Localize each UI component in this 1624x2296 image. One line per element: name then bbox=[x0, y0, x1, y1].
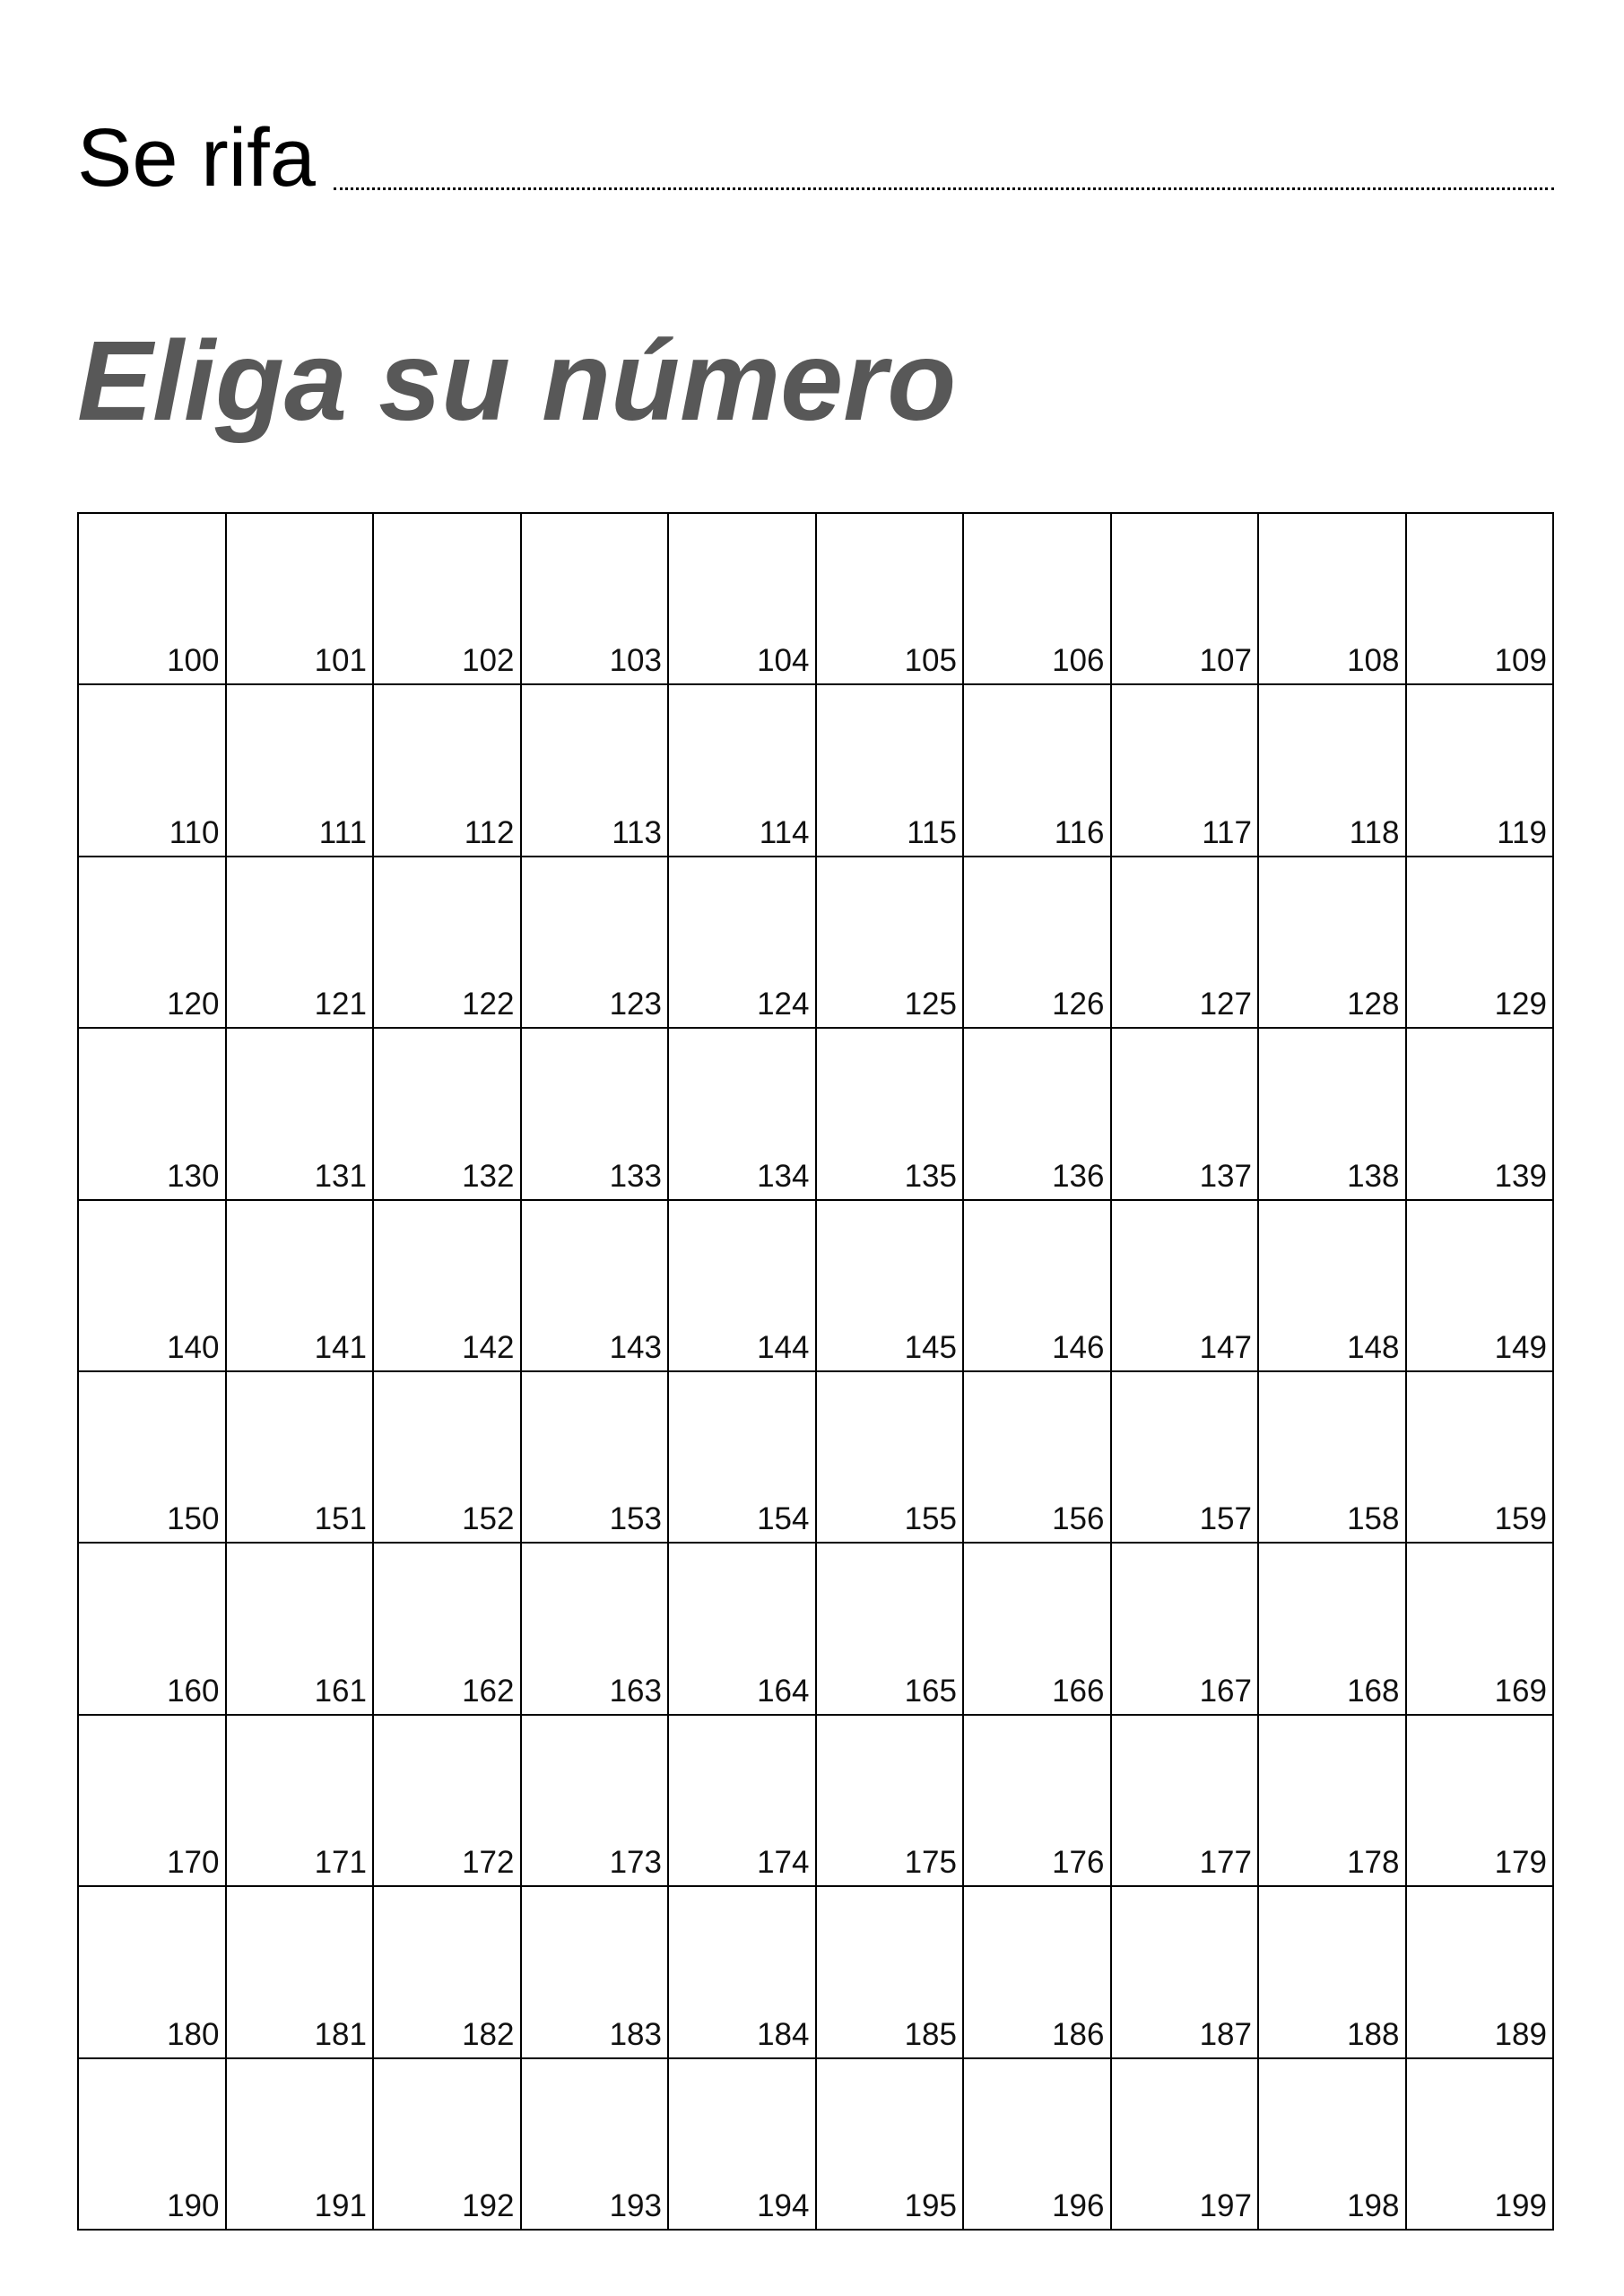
number-cell[interactable] bbox=[1112, 857, 1260, 1029]
number-cell[interactable] bbox=[817, 1201, 965, 1372]
cell-number-label: 181 bbox=[314, 2016, 367, 2052]
cell-number-label: 105 bbox=[904, 643, 957, 679]
number-cell[interactable] bbox=[79, 1716, 227, 1887]
cell-number-label: 149 bbox=[1494, 1329, 1547, 1365]
cell-number-label: 195 bbox=[904, 2187, 957, 2223]
number-cell[interactable] bbox=[1112, 1201, 1260, 1372]
cell-number-label: 184 bbox=[757, 2016, 810, 2052]
cell-number-label: 172 bbox=[462, 1845, 515, 1881]
number-cell[interactable] bbox=[227, 2059, 375, 2231]
number-cell[interactable] bbox=[374, 2059, 522, 2231]
cell-number-label: 139 bbox=[1494, 1158, 1547, 1194]
cell-number-label: 161 bbox=[314, 1673, 367, 1709]
cell-number-label: 183 bbox=[609, 2016, 662, 2052]
number-cell[interactable] bbox=[1112, 1372, 1260, 1544]
number-cell[interactable] bbox=[522, 1201, 670, 1372]
raffle-header bbox=[77, 106, 1554, 204]
cell-number-label: 150 bbox=[167, 1501, 220, 1537]
number-cell[interactable] bbox=[1407, 857, 1555, 1029]
cell-number-label: 166 bbox=[1052, 1673, 1105, 1709]
number-cell[interactable] bbox=[964, 2059, 1112, 2231]
cell-number-label: 111 bbox=[318, 814, 367, 850]
cell-number-label: 190 bbox=[167, 2187, 220, 2223]
number-cell[interactable] bbox=[79, 514, 227, 685]
number-cell[interactable] bbox=[964, 1544, 1112, 1715]
cell-number-label: 154 bbox=[757, 1501, 810, 1537]
cell-number-label: 185 bbox=[904, 2016, 957, 2052]
number-cell[interactable] bbox=[374, 685, 522, 857]
number-cell[interactable] bbox=[522, 857, 670, 1029]
number-cell[interactable] bbox=[964, 1201, 1112, 1372]
cell-number-label: 142 bbox=[462, 1329, 515, 1365]
number-cell[interactable] bbox=[1259, 1887, 1407, 2058]
cell-number-label: 114 bbox=[759, 814, 810, 850]
number-cell[interactable] bbox=[522, 1029, 670, 1200]
number-cell[interactable] bbox=[817, 1887, 965, 2058]
number-cell[interactable] bbox=[79, 1029, 227, 1200]
number-cell[interactable] bbox=[227, 1887, 375, 2058]
cell-number-label: 121 bbox=[314, 987, 367, 1022]
cell-number-label: 129 bbox=[1494, 987, 1547, 1022]
number-cell[interactable] bbox=[374, 857, 522, 1029]
number-cell[interactable] bbox=[1407, 1716, 1555, 1887]
number-cell[interactable] bbox=[79, 1372, 227, 1544]
number-cell[interactable] bbox=[79, 685, 227, 857]
cell-number-label: 120 bbox=[167, 987, 220, 1022]
number-cell[interactable] bbox=[817, 685, 965, 857]
number-cell[interactable] bbox=[1407, 685, 1555, 857]
cell-number-label: 157 bbox=[1199, 1501, 1252, 1537]
cell-number-label: 177 bbox=[1199, 1845, 1252, 1881]
cell-number-label: 152 bbox=[462, 1501, 515, 1537]
cell-number-label: 193 bbox=[609, 2187, 662, 2223]
number-cell[interactable] bbox=[374, 1029, 522, 1200]
number-cell[interactable] bbox=[1112, 1544, 1260, 1715]
number-cell[interactable] bbox=[964, 1372, 1112, 1544]
cell-number-label: 169 bbox=[1494, 1673, 1547, 1709]
cell-number-label: 106 bbox=[1052, 643, 1105, 679]
cell-number-label: 155 bbox=[904, 1501, 957, 1537]
cell-number-label: 136 bbox=[1052, 1158, 1105, 1194]
number-cell[interactable] bbox=[227, 1372, 375, 1544]
number-cell[interactable] bbox=[1259, 1201, 1407, 1372]
cell-number-label: 162 bbox=[462, 1673, 515, 1709]
number-cell[interactable] bbox=[522, 2059, 670, 2231]
cell-number-label: 117 bbox=[1202, 814, 1252, 850]
number-cell[interactable] bbox=[964, 685, 1112, 857]
cell-number-label: 164 bbox=[757, 1673, 810, 1709]
cell-number-label: 110 bbox=[169, 814, 220, 850]
cell-number-label: 170 bbox=[167, 1845, 220, 1881]
number-cell[interactable] bbox=[964, 1029, 1112, 1200]
number-cell[interactable] bbox=[1259, 1029, 1407, 1200]
cell-number-label: 178 bbox=[1347, 1845, 1400, 1881]
page-title: Eliga su número bbox=[77, 317, 957, 444]
number-cell[interactable] bbox=[1112, 1716, 1260, 1887]
cell-number-label: 100 bbox=[167, 643, 220, 679]
cell-number-label: 189 bbox=[1494, 2016, 1547, 2052]
cell-number-label: 134 bbox=[757, 1158, 810, 1194]
cell-number-label: 123 bbox=[609, 987, 662, 1022]
number-cell[interactable] bbox=[79, 857, 227, 1029]
cell-number-label: 191 bbox=[314, 2187, 367, 2223]
number-cell[interactable] bbox=[817, 1372, 965, 1544]
cell-number-label: 101 bbox=[314, 643, 367, 679]
number-cell[interactable] bbox=[1259, 1716, 1407, 1887]
number-cell[interactable] bbox=[669, 2059, 817, 2231]
number-cell[interactable] bbox=[817, 1544, 965, 1715]
number-cell[interactable] bbox=[522, 1716, 670, 1887]
cell-number-label: 131 bbox=[314, 1158, 367, 1194]
cell-number-label: 196 bbox=[1052, 2187, 1105, 2223]
cell-number-label: 175 bbox=[904, 1845, 957, 1881]
number-cell[interactable] bbox=[669, 857, 817, 1029]
cell-number-label: 102 bbox=[462, 643, 515, 679]
number-cell[interactable] bbox=[1259, 1372, 1407, 1544]
cell-number-label: 125 bbox=[904, 987, 957, 1022]
cell-number-label: 119 bbox=[1497, 814, 1547, 850]
number-cell[interactable] bbox=[817, 514, 965, 685]
cell-number-label: 167 bbox=[1199, 1673, 1252, 1709]
number-cell[interactable] bbox=[669, 685, 817, 857]
number-cell[interactable] bbox=[522, 685, 670, 857]
cell-number-label: 109 bbox=[1494, 643, 1547, 679]
number-cell[interactable] bbox=[522, 1887, 670, 2058]
number-cell[interactable] bbox=[227, 1544, 375, 1715]
cell-number-label: 147 bbox=[1199, 1329, 1252, 1365]
cell-number-label: 112 bbox=[464, 814, 515, 850]
number-cell[interactable] bbox=[227, 857, 375, 1029]
cell-number-label: 194 bbox=[757, 2187, 810, 2223]
cell-number-label: 176 bbox=[1052, 1845, 1105, 1881]
cell-number-label: 108 bbox=[1347, 643, 1400, 679]
number-cell[interactable] bbox=[1259, 857, 1407, 1029]
cell-number-label: 132 bbox=[462, 1158, 515, 1194]
cell-number-label: 122 bbox=[462, 987, 515, 1022]
number-cell[interactable] bbox=[227, 1029, 375, 1200]
number-cell[interactable] bbox=[374, 1887, 522, 2058]
number-cell[interactable] bbox=[1407, 1201, 1555, 1372]
number-cell[interactable] bbox=[79, 1201, 227, 1372]
cell-number-label: 160 bbox=[167, 1673, 220, 1709]
number-cell[interactable] bbox=[374, 1201, 522, 1372]
cell-number-label: 128 bbox=[1347, 987, 1400, 1022]
cell-number-label: 144 bbox=[757, 1329, 810, 1365]
number-cell[interactable] bbox=[522, 1544, 670, 1715]
number-cell[interactable] bbox=[1259, 2059, 1407, 2231]
cell-number-label: 116 bbox=[1054, 814, 1105, 850]
number-cell[interactable] bbox=[817, 857, 965, 1029]
cell-number-label: 124 bbox=[757, 987, 810, 1022]
cell-number-label: 115 bbox=[907, 814, 957, 850]
number-cell[interactable] bbox=[1407, 1544, 1555, 1715]
number-cell[interactable] bbox=[79, 1544, 227, 1715]
number-cell[interactable] bbox=[1112, 1029, 1260, 1200]
cell-number-label: 118 bbox=[1349, 814, 1400, 850]
cell-number-label: 198 bbox=[1347, 2187, 1400, 2223]
cell-number-label: 103 bbox=[609, 643, 662, 679]
cell-number-label: 145 bbox=[904, 1329, 957, 1365]
cell-number-label: 130 bbox=[167, 1158, 220, 1194]
number-cell[interactable] bbox=[1407, 1029, 1555, 1200]
number-cell[interactable] bbox=[1112, 2059, 1260, 2231]
cell-number-label: 192 bbox=[462, 2187, 515, 2223]
number-cell[interactable] bbox=[964, 1887, 1112, 2058]
cell-number-label: 146 bbox=[1052, 1329, 1105, 1365]
cell-number-label: 180 bbox=[167, 2016, 220, 2052]
cell-number-label: 179 bbox=[1494, 1845, 1547, 1881]
number-cell[interactable] bbox=[1112, 514, 1260, 685]
number-cell[interactable] bbox=[522, 514, 670, 685]
number-cell[interactable] bbox=[374, 1544, 522, 1715]
cell-number-label: 143 bbox=[609, 1329, 662, 1365]
cell-number-label: 141 bbox=[314, 1329, 367, 1365]
cell-number-label: 174 bbox=[757, 1845, 810, 1881]
number-cell[interactable] bbox=[227, 514, 375, 685]
number-cell[interactable] bbox=[669, 514, 817, 685]
number-cell[interactable] bbox=[964, 857, 1112, 1029]
cell-number-label: 151 bbox=[314, 1501, 367, 1537]
cell-number-label: 156 bbox=[1052, 1501, 1105, 1537]
number-cell[interactable] bbox=[669, 1716, 817, 1887]
raffle-label: Se rifa bbox=[77, 112, 316, 204]
raffle-prize-blank-line bbox=[334, 187, 1554, 190]
number-cell[interactable] bbox=[669, 1544, 817, 1715]
cell-number-label: 197 bbox=[1199, 2187, 1252, 2223]
number-cell[interactable] bbox=[227, 1201, 375, 1372]
number-cell[interactable] bbox=[1407, 2059, 1555, 2231]
number-cell[interactable] bbox=[374, 1372, 522, 1544]
number-cell[interactable] bbox=[79, 2059, 227, 2231]
number-cell[interactable] bbox=[79, 1887, 227, 2058]
number-cell[interactable] bbox=[374, 514, 522, 685]
number-cell[interactable] bbox=[1259, 514, 1407, 685]
number-cell[interactable] bbox=[669, 1029, 817, 1200]
cell-number-label: 173 bbox=[609, 1845, 662, 1881]
number-cell[interactable] bbox=[522, 1372, 670, 1544]
cell-number-label: 148 bbox=[1347, 1329, 1400, 1365]
number-cell[interactable] bbox=[669, 1201, 817, 1372]
number-cell[interactable] bbox=[1259, 685, 1407, 857]
cell-number-label: 127 bbox=[1199, 987, 1252, 1022]
number-cell[interactable] bbox=[227, 1716, 375, 1887]
cell-number-label: 135 bbox=[904, 1158, 957, 1194]
cell-number-label: 104 bbox=[757, 643, 810, 679]
number-cell[interactable] bbox=[1407, 514, 1555, 685]
number-cell[interactable] bbox=[1112, 685, 1260, 857]
cell-number-label: 140 bbox=[167, 1329, 220, 1365]
number-cell[interactable] bbox=[964, 514, 1112, 685]
cell-number-label: 163 bbox=[609, 1673, 662, 1709]
cell-number-label: 113 bbox=[612, 814, 662, 850]
cell-number-label: 199 bbox=[1494, 2187, 1547, 2223]
number-cell[interactable] bbox=[817, 2059, 965, 2231]
number-cell[interactable] bbox=[227, 685, 375, 857]
number-cell[interactable] bbox=[1259, 1544, 1407, 1715]
cell-number-label: 182 bbox=[462, 2016, 515, 2052]
cell-number-label: 187 bbox=[1199, 2016, 1252, 2052]
cell-number-label: 168 bbox=[1347, 1673, 1400, 1709]
number-cell[interactable] bbox=[1407, 1372, 1555, 1544]
cell-number-label: 158 bbox=[1347, 1501, 1400, 1537]
number-cell[interactable] bbox=[669, 1372, 817, 1544]
cell-number-label: 138 bbox=[1347, 1158, 1400, 1194]
cell-number-label: 188 bbox=[1347, 2016, 1400, 2052]
cell-number-label: 159 bbox=[1494, 1501, 1547, 1537]
number-cell[interactable] bbox=[817, 1716, 965, 1887]
number-grid bbox=[77, 512, 1554, 2231]
number-cell[interactable] bbox=[669, 1887, 817, 2058]
cell-number-label: 133 bbox=[609, 1158, 662, 1194]
cell-number-label: 165 bbox=[904, 1673, 957, 1709]
number-cell[interactable] bbox=[1407, 1887, 1555, 2058]
number-cell[interactable] bbox=[964, 1716, 1112, 1887]
cell-number-label: 171 bbox=[314, 1845, 367, 1881]
number-cell[interactable] bbox=[374, 1716, 522, 1887]
number-cell[interactable] bbox=[817, 1029, 965, 1200]
cell-number-label: 126 bbox=[1052, 987, 1105, 1022]
cell-number-label: 107 bbox=[1199, 643, 1252, 679]
cell-number-label: 153 bbox=[609, 1501, 662, 1537]
cell-number-label: 186 bbox=[1052, 2016, 1105, 2052]
number-cell[interactable] bbox=[1112, 1887, 1260, 2058]
cell-number-label: 137 bbox=[1199, 1158, 1252, 1194]
